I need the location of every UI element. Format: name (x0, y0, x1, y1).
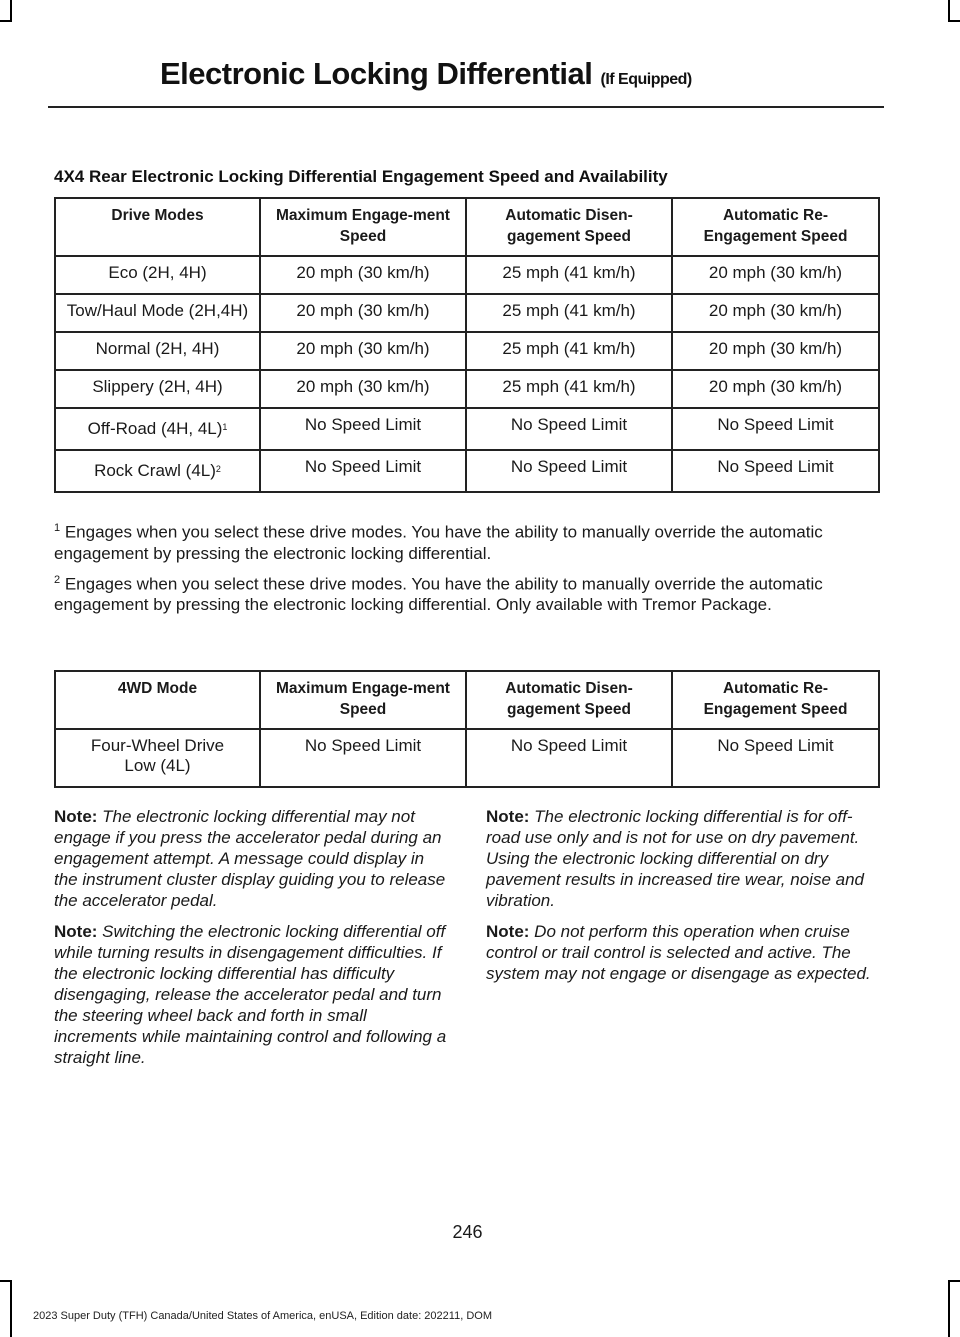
table-row (55, 332, 879, 370)
footnote-text: Engages when you select these drive modes. You have the ability to manually override the automatic engagement by pressing the electronic locking differential. Only available with Tremor Package. (54, 574, 823, 615)
table-row (55, 370, 879, 408)
table-header-cell: Maximum Engage-ment Speed (260, 671, 466, 729)
drive-mode-cell (55, 332, 260, 370)
crop-mark (0, 1280, 12, 1282)
table-cell: 25 mph (41 km/h) (466, 332, 672, 370)
page-title-suffix: (If Equipped) (600, 71, 692, 88)
drive-mode-label: Normal (2H, 4H) (95, 339, 220, 358)
table-cell: 20 mph (30 km/h) (672, 294, 879, 332)
table-cell: No Speed Limit (672, 408, 879, 450)
table-row (55, 729, 879, 787)
table-cell: No Speed Limit (466, 408, 672, 450)
table-header-cell: Automatic Disen-gagement Speed (466, 671, 672, 729)
note-text: Do not perform this operation when cruise control or trail control is selected and active. The system may not engage or disengage as expected. (486, 922, 871, 983)
4wd-mode-cell: Four-Wheel Drive Low (4L) (55, 729, 260, 787)
crop-mark (948, 1280, 960, 1282)
footnote (54, 570, 884, 616)
table-cell: 20 mph (30 km/h) (260, 370, 466, 408)
table-header-cell: 4WD Mode (55, 671, 260, 729)
footnote-ref: 2 (215, 464, 221, 474)
footnote-ref: 1 (222, 422, 228, 432)
footer-edition-info: 2023 Super Duty (TFH) Canada/United States of America, enUSA, Edition date: 202211, DOM (33, 1310, 492, 1322)
notes-left-column (54, 806, 450, 1078)
note-label: Note: (54, 807, 98, 826)
footnote (54, 518, 884, 564)
drive-mode-label: Eco (2H, 4H) (108, 263, 207, 282)
note (486, 806, 882, 911)
drive-mode-label: Rock Crawl (4L) (94, 461, 216, 480)
crop-mark (10, 0, 12, 20)
table-cell: 25 mph (41 km/h) (466, 370, 672, 408)
note-text: The electronic locking differential may not engage if you press the accelerator pedal during an engagement attempt. A message could display in the instrument cluster display guiding you to release the accelerator pedal. (54, 807, 446, 910)
note (54, 806, 450, 911)
table-cell: No Speed Limit (260, 450, 466, 492)
drive-mode-label: Tow/Haul Mode (2H,4H) (66, 301, 249, 320)
table-cell: 25 mph (41 km/h) (466, 294, 672, 332)
table-cell: No Speed Limit (672, 729, 879, 787)
note-text: The electronic locking differential is for off-road use only and is not for use on dry pavement. Using the electronic locking differential on dry pavement results in increased tire wear, noise and vibration. (486, 807, 864, 910)
note-label: Note: (486, 922, 530, 941)
page-title (160, 56, 920, 92)
table-row (55, 450, 879, 492)
table-header-cell: Drive Modes (55, 198, 260, 256)
4wd-mode-table (54, 670, 880, 788)
crop-mark (948, 0, 950, 20)
drive-mode-cell (55, 256, 260, 294)
drive-mode-cell (55, 370, 260, 408)
footnote-number: 2 (54, 573, 61, 586)
table-cell: 20 mph (30 km/h) (672, 370, 879, 408)
drive-mode-label: Slippery (2H, 4H) (92, 377, 223, 396)
crop-mark (0, 20, 12, 22)
table-cell: 20 mph (30 km/h) (260, 256, 466, 294)
engagement-speed-table (54, 197, 880, 493)
footnote-text: Engages when you select these drive modes. You have the ability to manually override the automatic engagement by pressing the electronic locking differential. (54, 522, 823, 563)
drive-mode-cell (55, 408, 260, 450)
crop-mark (10, 1280, 12, 1337)
table-cell: No Speed Limit (260, 408, 466, 450)
table-cell: 20 mph (30 km/h) (672, 256, 879, 294)
note-label: Note: (486, 807, 530, 826)
drive-mode-label: Off-Road (4H, 4L) (87, 419, 223, 438)
table-header-cell: Automatic Re-Engagement Speed (672, 198, 879, 256)
table-cell: No Speed Limit (260, 729, 466, 787)
page-number: 246 (452, 1222, 483, 1242)
table-caption: 4X4 Rear Electronic Locking Differential Engagement Speed and Availability (54, 167, 668, 186)
note (486, 921, 882, 984)
crop-mark (948, 20, 960, 22)
note-text: Switching the electronic locking differential off while turning results in disengagement difficulties. If the electronic locking differential has difficulty disengaging, release the accelerator pedal and turn the steering wheel back and forth in small increments while maintaining control and following a straight line. (54, 922, 447, 1067)
table-header-row (55, 198, 879, 256)
table-cell: No Speed Limit (466, 450, 672, 492)
footnotes (54, 518, 884, 621)
header-divider (48, 106, 884, 108)
note (54, 921, 450, 1068)
table-header-cell: Maximum Engage-ment Speed (260, 198, 466, 256)
table-row (55, 256, 879, 294)
note-label: Note: (54, 922, 98, 941)
table-header-cell: Automatic Disen-gagement Speed (466, 198, 672, 256)
table-row (55, 294, 879, 332)
table-row (55, 408, 879, 450)
crop-mark (948, 1280, 950, 1337)
table-cell: 25 mph (41 km/h) (466, 256, 672, 294)
footnote-number: 1 (54, 522, 61, 534)
table-header-row (55, 671, 879, 729)
table-cell: 20 mph (30 km/h) (260, 332, 466, 370)
table-header-cell: Automatic Re-Engagement Speed (672, 671, 879, 729)
drive-mode-cell (55, 450, 260, 492)
drive-mode-cell (55, 294, 260, 332)
notes-right-column (486, 806, 882, 994)
table-cell: 20 mph (30 km/h) (260, 294, 466, 332)
table-cell: 20 mph (30 km/h) (672, 332, 879, 370)
table-cell: No Speed Limit (466, 729, 672, 787)
page-title-main: Electronic Locking Differential (160, 56, 593, 91)
table-cell: No Speed Limit (672, 450, 879, 492)
